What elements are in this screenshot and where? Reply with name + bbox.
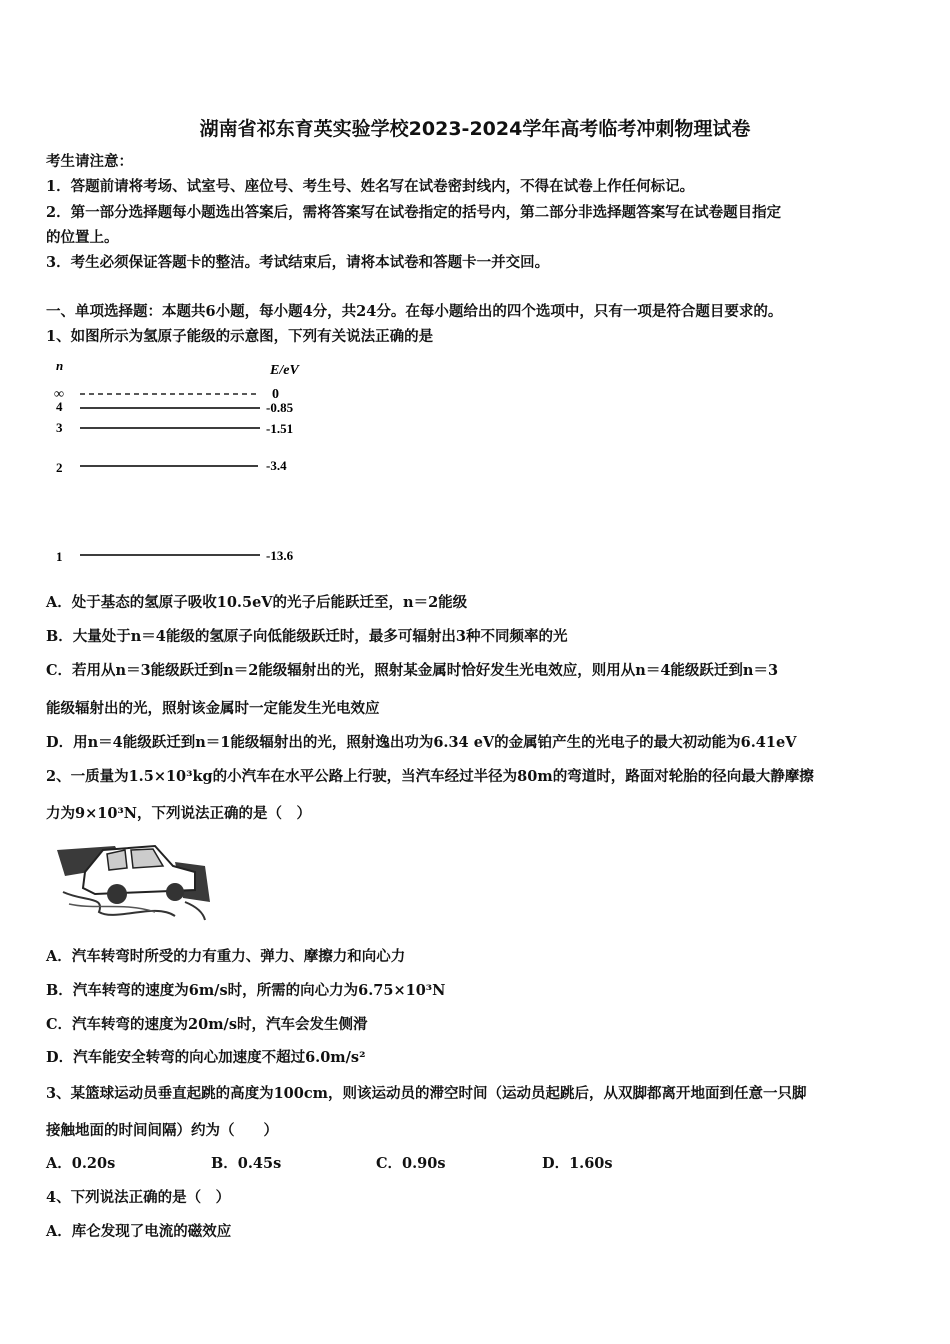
question-2-option-a: A．汽车转弯时所受的力有重力、弹力、摩擦力和向心力 bbox=[46, 948, 406, 965]
level-n-label: 1 bbox=[56, 549, 63, 564]
question-2-option-b: B．汽车转弯的速度为6m/s时，所需的向心力为6.75×10³N bbox=[46, 982, 446, 999]
question-3-option-c: C．0.90s bbox=[376, 1155, 446, 1172]
car-turning-illustration bbox=[55, 832, 215, 924]
notice-item: 1．答题前请将考场、试室号、座位号、考生号、姓名写在试卷密封线内，不得在试卷上作任何标记。 bbox=[46, 178, 695, 195]
page-title: 湖南省祁东育英实验学校2023-2024学年高考临考冲刺物理试卷 bbox=[199, 118, 751, 140]
notice-item: 2．第一部分选择题每小题选出答案后，需将答案写在试卷指定的括号内，第二部分非选择题答案写在试卷题目指定 bbox=[46, 204, 782, 221]
level-n-label: 3 bbox=[56, 420, 63, 435]
level-energy-label: -3.4 bbox=[266, 458, 287, 473]
level-energy-label: -0.85 bbox=[266, 400, 294, 415]
question-1-option-a: A．处于基态的氢原子吸收10.5eV的光子后能跃迁至，n＝2能级 bbox=[46, 594, 468, 611]
question-3-stem: 3、某篮球运动员垂直起跳的高度为100cm，则该运动员的滞空时间（运动员起跳后，从双脚都离开地面到任意一只脚 bbox=[46, 1085, 807, 1102]
question-1-option-b: B．大量处于n＝4能级的氢原子向低能级跃迁时，最多可辐射出3种不同频率的光 bbox=[46, 628, 568, 645]
level-energy-label: -13.6 bbox=[266, 548, 294, 563]
question-1-option-c-cont: 能级辐射出的光，照射该金属时一定能发生光电效应 bbox=[46, 700, 380, 717]
question-3-stem-cont: 接触地面的时间间隔）约为（ ） bbox=[46, 1122, 278, 1139]
notice-heading: 考生请注意： bbox=[46, 153, 133, 170]
notice-item: 的位置上。 bbox=[46, 229, 119, 246]
level-n-label: 2 bbox=[56, 460, 63, 475]
question-2-stem: 2、一质量为1.5×10³kg的小汽车在水平公路上行驶，当汽车经过半径为80m的弯道时，路面对轮胎的径向最大静摩擦 bbox=[46, 768, 814, 785]
level-energy-label: 0 bbox=[272, 387, 279, 402]
n-axis-label: n bbox=[56, 358, 64, 373]
notice-item: 3．考生必须保证答题卡的整洁。考试结束后，请将本试卷和答题卡一并交回。 bbox=[46, 254, 550, 271]
section-heading: 一、单项选择题：本题共6小题，每小题4分，共24分。在每小题给出的四个选项中，只有一项是符合题目要求的。 bbox=[46, 303, 783, 320]
level-energy-label: -1.51 bbox=[266, 421, 294, 436]
question-2-stem-cont: 力为9×10³N，下列说法正确的是（ ） bbox=[46, 805, 312, 822]
question-3-option-a: A．0.20s bbox=[46, 1155, 116, 1172]
question-1-option-c: C．若用从n＝3能级跃迁到n＝2能级辐射出的光，照射某金属时恰好发生光电效应，则用从n＝4能级跃迁到n＝3 bbox=[46, 662, 779, 679]
question-3-option-d: D．1.60s bbox=[542, 1155, 613, 1172]
question-2-option-d: D．汽车能安全转弯的向心加速度不超过6.0m/s² bbox=[46, 1049, 366, 1066]
question-4-option-a: A．库仑发现了电流的磁效应 bbox=[46, 1223, 232, 1240]
question-2-option-c: C．汽车转弯的速度为20m/s时，汽车会发生侧滑 bbox=[46, 1016, 368, 1033]
question-1-option-d: D．用n＝4能级跃迁到n＝1能级辐射出的光，照射逸出功为6.34 eV的金属铂产生的光电子的最大初动能为6.41eV bbox=[46, 734, 797, 751]
question-4-stem: 4、下列说法正确的是（ ） bbox=[46, 1189, 231, 1206]
energy-axis-label: E/eV bbox=[270, 363, 299, 378]
level-n-label: ∞ bbox=[54, 387, 64, 402]
level-n-label: 4 bbox=[56, 399, 63, 414]
question-1-stem: 1、如图所示为氢原子能级的示意图，下列有关说法正确的是 bbox=[46, 328, 434, 345]
energy-level-diagram bbox=[50, 356, 320, 576]
question-3-option-b: B．0.45s bbox=[211, 1155, 282, 1172]
